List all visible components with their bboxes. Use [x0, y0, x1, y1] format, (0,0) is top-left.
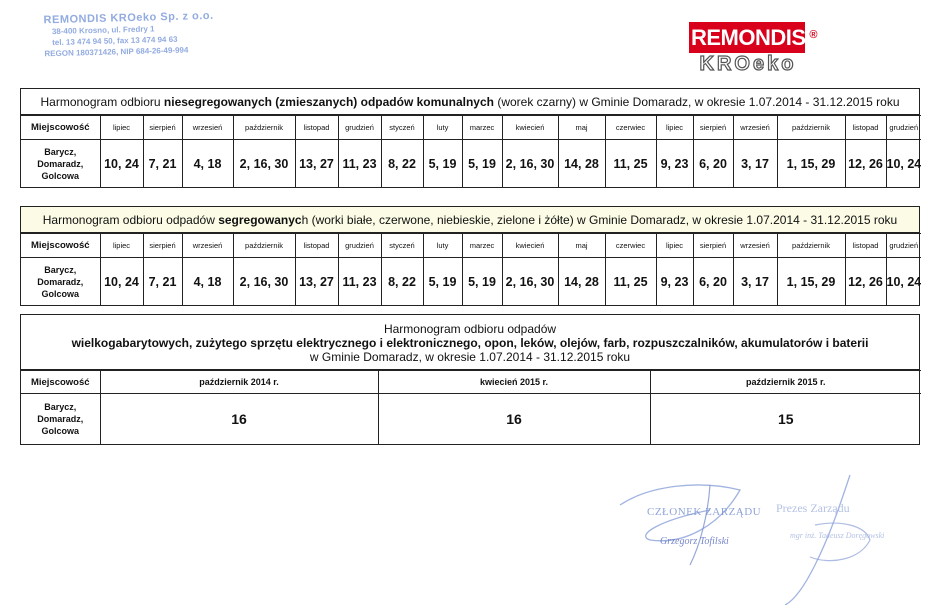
month-cell: kwiecień 2015 r.: [378, 371, 650, 394]
logo-registered-mark: ®: [809, 29, 817, 41]
month-cell: grudzień: [338, 116, 381, 140]
stamp-line-2: 38-400 Krosno, ul. Fredry 1: [51, 24, 155, 37]
location-header: Miejscowość: [21, 234, 100, 258]
date-cell: 16: [378, 394, 650, 445]
date-cell: 5, 19: [462, 258, 502, 306]
signature-right-label: Prezes Zarządu: [776, 501, 850, 515]
month-cell: sierpień: [143, 116, 182, 140]
date-cell: 11, 25: [605, 258, 656, 306]
section-3-title: [21, 315, 919, 370]
month-cell: grudzień: [886, 234, 921, 258]
section-3-title-line-2: wielkogabarytowych, zużytego sprzętu elektrycznego i elektronicznego, opon, leków, olejów, farb, rozpuszczalników, akumulatorów i baterii: [71, 336, 869, 350]
schedule-table-2: [21, 233, 921, 305]
date-cell: 8, 22: [381, 140, 423, 188]
date-cell: 12, 26: [845, 140, 886, 188]
month-cell: październik: [777, 234, 845, 258]
date-cell: 10, 24: [100, 258, 143, 306]
location-header: Miejscowość: [21, 116, 100, 140]
date-cell: 5, 19: [423, 140, 462, 188]
month-header-row: [21, 234, 921, 258]
date-cell: 4, 18: [182, 258, 233, 306]
stamp-line-3: tel. 13 474 94 50, fax 13 474 94 63: [52, 34, 178, 48]
date-cell: 12, 26: [845, 258, 886, 306]
section-3-title-line-1: Harmonogram odbioru odpadów: [383, 322, 557, 336]
schedule-bulky-waste: [20, 314, 920, 445]
date-cell: 6, 20: [693, 258, 733, 306]
month-cell: listopad: [845, 234, 886, 258]
month-cell: wrzesień: [182, 116, 233, 140]
remondis-logo: [689, 22, 819, 74]
date-cell: 14, 28: [558, 140, 605, 188]
signature-left-label: CZŁONEK ZARZĄDU: [647, 506, 762, 518]
month-cell: marzec: [462, 116, 502, 140]
date-cell: 10, 24: [100, 140, 143, 188]
month-cell: sierpień: [693, 234, 733, 258]
month-cell: czerwiec: [605, 116, 656, 140]
logo-bottom-text: KROeko: [699, 53, 797, 75]
date-cell: 1, 15, 29: [777, 140, 845, 188]
month-cell: luty: [423, 234, 462, 258]
month-cell: listopad: [845, 116, 886, 140]
schedule-mixed-waste: [20, 88, 920, 188]
month-header-row: [21, 371, 921, 394]
stamp-line-1: REMONDIS KROeko Sp. z o.o.: [43, 9, 214, 27]
section-2-title: Harmonogram odbioru odpadów segregowanych (worki białe, czerwone, niebieskie, zielone i żółte) w Gminie Domaradz, w okresie 1.07.2014 - 31.12.2015 roku: [21, 207, 919, 233]
month-cell: maj: [558, 234, 605, 258]
signature-left-name: Grzegorz Tofilski: [660, 536, 729, 547]
month-cell: listopad: [295, 116, 338, 140]
date-cell: 11, 25: [605, 140, 656, 188]
month-cell: październik: [233, 116, 295, 140]
date-cell: 3, 17: [733, 258, 777, 306]
month-cell: maj: [558, 116, 605, 140]
date-cell: 10, 24: [886, 258, 921, 306]
month-header-row: [21, 116, 921, 140]
schedule-table-1: [21, 115, 921, 187]
location-cell: Barycz, Domaradz, Golcowa: [21, 394, 100, 445]
section-1-title: Harmonogram odbioru niesegregowanych (zmieszanych) odpadów komunalnych (worek czarny) w Gminie Domaradz, w okresie 1.07.2014 - 31.12.2015 roku: [21, 89, 919, 115]
dates-row: [21, 258, 921, 306]
date-cell: 9, 23: [656, 140, 693, 188]
month-cell: wrzesień: [182, 234, 233, 258]
month-cell: październik: [233, 234, 295, 258]
location-header: Miejscowość: [21, 371, 100, 394]
month-cell: sierpień: [143, 234, 182, 258]
date-cell: 8, 22: [381, 258, 423, 306]
month-cell: lipiec: [656, 116, 693, 140]
month-cell: lipiec: [656, 234, 693, 258]
date-cell: 13, 27: [295, 140, 338, 188]
month-cell: marzec: [462, 234, 502, 258]
month-cell: luty: [423, 116, 462, 140]
month-cell: kwiecień: [502, 234, 558, 258]
date-cell: 7, 21: [143, 258, 182, 306]
stamp-line-4: REGON 180371426, NIP 684-26-49-994: [44, 45, 189, 59]
date-cell: 10, 24: [886, 140, 921, 188]
date-cell: 11, 23: [338, 140, 381, 188]
date-cell: 3, 17: [733, 140, 777, 188]
dates-row: [21, 394, 921, 445]
date-cell: 16: [100, 394, 378, 445]
signature-right-name: mgr inż. Tadeusz Doręgowski: [790, 531, 885, 540]
dates-row: [21, 140, 921, 188]
date-cell: 15: [650, 394, 921, 445]
location-cell: Barycz, Domaradz, Golcowa: [21, 140, 100, 188]
company-stamp: [43, 11, 219, 60]
month-cell: wrzesień: [733, 234, 777, 258]
month-cell: grudzień: [338, 234, 381, 258]
date-cell: 2, 16, 30: [233, 258, 295, 306]
month-cell: wrzesień: [733, 116, 777, 140]
date-cell: 2, 16, 30: [502, 140, 558, 188]
schedule-segregated-waste: [20, 206, 920, 306]
month-cell: styczeń: [381, 116, 423, 140]
date-cell: 4, 18: [182, 140, 233, 188]
date-cell: 11, 23: [338, 258, 381, 306]
date-cell: 5, 19: [423, 258, 462, 306]
date-cell: 5, 19: [462, 140, 502, 188]
date-cell: 2, 16, 30: [502, 258, 558, 306]
section-3-title-line-3: w Gminie Domaradz, w okresie 1.07.2014 - 31.12.2015 roku: [309, 350, 631, 364]
month-cell: lipiec: [100, 234, 143, 258]
date-cell: 1, 15, 29: [777, 258, 845, 306]
date-cell: 6, 20: [693, 140, 733, 188]
date-cell: 7, 21: [143, 140, 182, 188]
month-cell: grudzień: [886, 116, 921, 140]
date-cell: 2, 16, 30: [233, 140, 295, 188]
month-cell: październik 2014 r.: [100, 371, 378, 394]
month-cell: listopad: [295, 234, 338, 258]
location-cell: Barycz, Domaradz, Golcowa: [21, 258, 100, 306]
month-cell: kwiecień: [502, 116, 558, 140]
month-cell: sierpień: [693, 116, 733, 140]
date-cell: 14, 28: [558, 258, 605, 306]
month-cell: październik: [777, 116, 845, 140]
date-cell: 13, 27: [295, 258, 338, 306]
schedule-table-3: [21, 370, 921, 444]
month-cell: styczeń: [381, 234, 423, 258]
month-cell: lipiec: [100, 116, 143, 140]
month-cell: czerwiec: [605, 234, 656, 258]
date-cell: 9, 23: [656, 258, 693, 306]
logo-top-text: REMONDIS: [691, 25, 806, 50]
month-cell: październik 2015 r.: [650, 371, 921, 394]
